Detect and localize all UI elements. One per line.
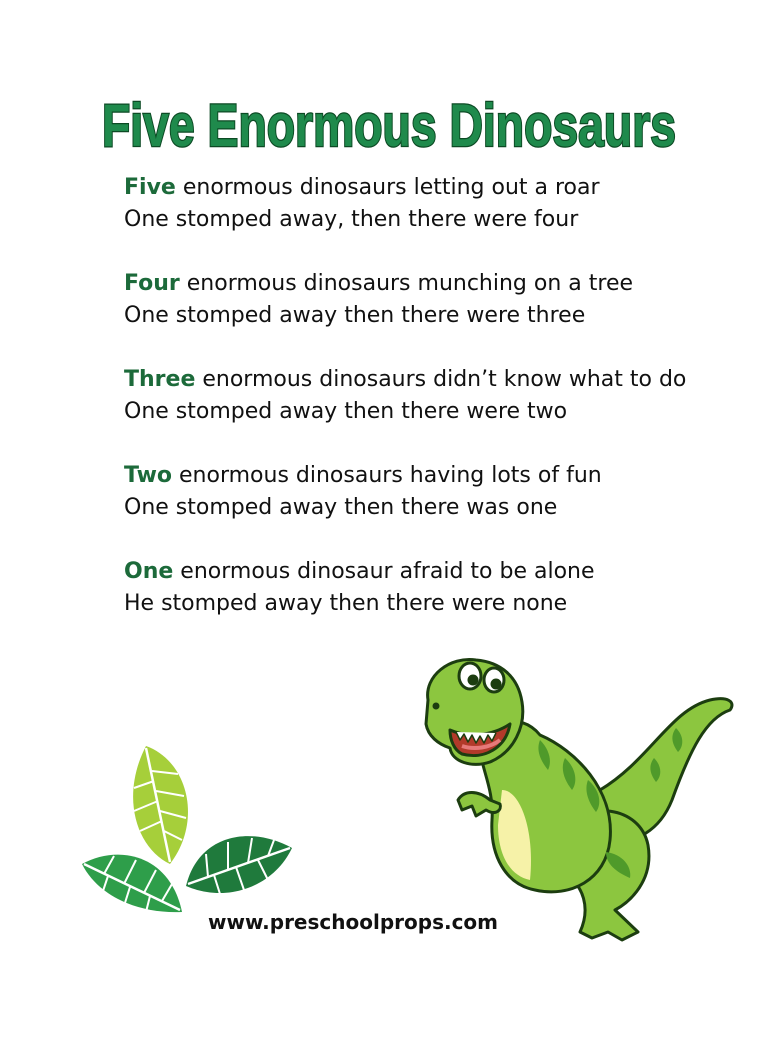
lyric-line: One stomped away then there were three (124, 303, 586, 328)
title-graphic (79, 84, 699, 160)
stanza (124, 268, 724, 332)
lyric-text: enormous dinosaurs having lots of fun (172, 463, 602, 488)
lyric-line: One stomped away then there were two (124, 399, 568, 424)
stanza (124, 556, 724, 620)
stanza (124, 172, 724, 236)
stanza (124, 460, 724, 524)
lyric-text: enormous dinosaurs didn’t know what to do (195, 367, 687, 392)
verse-number: Three (124, 367, 196, 392)
verse-number: Five (124, 175, 176, 200)
leaves-illustration (78, 736, 298, 916)
title-text: Five Enormous Dinosaurs (102, 92, 676, 159)
website-url: www.preschoolprops.com (208, 910, 498, 934)
lyric-line (124, 172, 724, 204)
page-title (0, 84, 778, 160)
song-lyrics (124, 172, 724, 652)
lyric-text: enormous dinosaur afraid to be alone (173, 559, 595, 584)
lyric-text: enormous dinosaurs letting out a roar (175, 175, 600, 200)
leaf-icon (133, 746, 188, 864)
stanza (124, 364, 724, 428)
lyric-line: One stomped away, then there were four (124, 207, 579, 232)
verse-number: Four (124, 271, 180, 296)
leaf-icon (186, 836, 292, 894)
verse-number: One (124, 559, 174, 584)
verse-number: Two (124, 463, 173, 488)
leaf-icon (82, 855, 182, 913)
t-rex-icon (426, 659, 732, 940)
lyric-line: He stomped away then there were none (124, 591, 568, 616)
lyric-line (124, 556, 724, 588)
lyric-line: One stomped away then there was one (124, 495, 558, 520)
lyric-line (124, 364, 724, 396)
lyric-text: enormous dinosaurs munching on a tree (179, 271, 634, 296)
lyric-line (124, 460, 724, 492)
lyric-line (124, 268, 724, 300)
